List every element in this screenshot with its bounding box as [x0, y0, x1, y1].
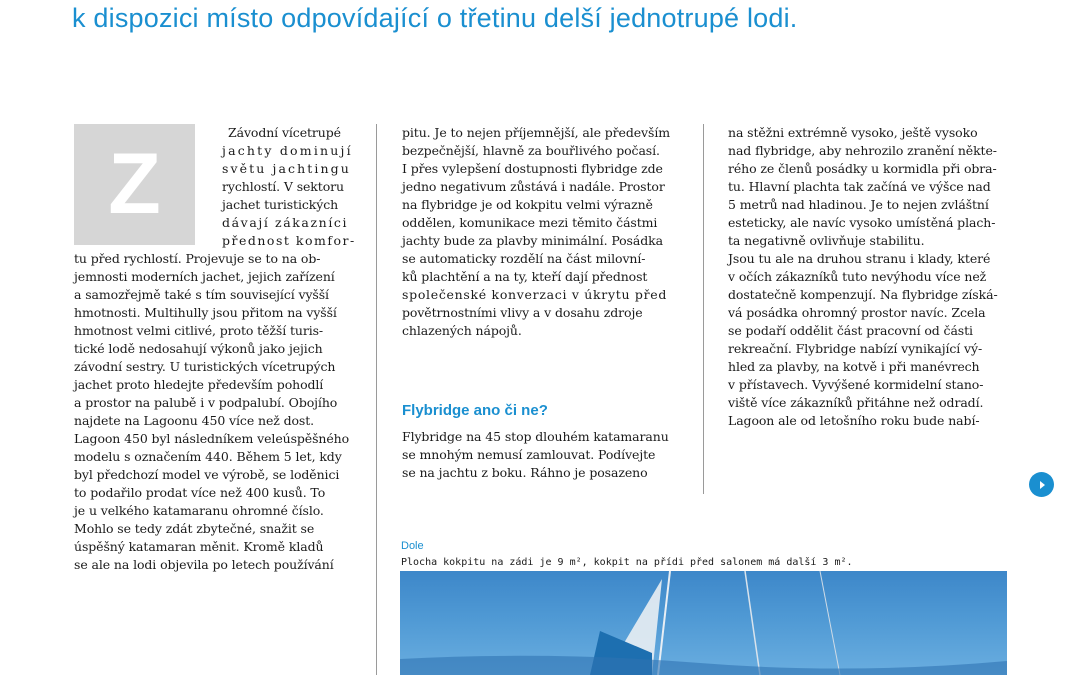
text-line: v očích zákazníků tuto nevýhodu více než: [728, 269, 987, 284]
text-line: povětrnostními vlivy a v dosahu zdroje: [402, 305, 643, 320]
text-line: se podaří oddělit část pracovní od části: [728, 323, 973, 338]
text-line: ků plachtění a na ty, kteří dají přednost: [402, 269, 648, 284]
text-line: závodní sestry. U turistických vícetrupých: [74, 359, 336, 374]
text-line: a samozřejmě také s tím související vyšší: [74, 287, 329, 302]
text-line: tu. Hlavní plachta tak začíná ve výšce nad: [728, 179, 991, 194]
column-rule-left: [376, 124, 377, 675]
text-line: bezpečnější, hlavně za bouřlivého počasí.: [402, 143, 660, 158]
caption-text: Plocha kokpitu na zádi je 9 m², kokpit na přídi před salonem má další 3 m².: [401, 557, 853, 568]
text-line: modelu s označením 440. Během 5 let, kdy: [74, 449, 342, 464]
text-line: v přístavech. Vyvýšené kormidelní stano-: [728, 377, 984, 392]
text-line: byl předchozí model ve výrobě, se loděnici: [74, 467, 340, 482]
text-line: 5 metrů nad hladinou. Je to nejen zvláštní: [728, 197, 989, 212]
text-line: tu před rychlostí. Projevuje se to na ob-: [74, 251, 321, 266]
drop-cap: Z: [74, 124, 195, 245]
text-line: společenské konverzaci v úkrytu před: [402, 287, 668, 302]
text-line: vá posádka ohromný prostor navíc. Zcela: [728, 305, 986, 320]
text-line: a prostor na palubě i v podpalubí. Obojího: [74, 395, 338, 410]
section-heading: Flybridge ano či ne?: [402, 402, 548, 419]
text-line: na stěžni extrémně vysoko, ještě vysoko: [728, 125, 978, 140]
text-line: se na jachtu z boku. Ráhno je posazeno: [402, 465, 648, 480]
text-line: se ale na lodi objevila po letech používání: [74, 557, 334, 572]
text-line: pitu. Je to nejen příjemnější, ale především: [402, 125, 670, 140]
caption-label: Dole: [401, 540, 424, 552]
next-page-button[interactable]: [1029, 472, 1054, 497]
text-line: dávají zákazníci: [222, 215, 349, 230]
text-line: najdete na Lagoonu 450 více než dost.: [74, 413, 315, 428]
text-line: rekreační. Flybridge nabízí vynikající vý-: [728, 341, 983, 356]
text-line: jedno negativum zůstává i nadále. Prostor: [402, 179, 665, 194]
sail-illustration: [400, 571, 1007, 675]
text-line: chlazených nápojů.: [402, 323, 522, 338]
text-line: Lagoon ale od letošního roku bude nabí-: [728, 413, 980, 428]
text-line: jachet proto hledejte především pohodlí: [74, 377, 324, 392]
text-line: je u velkého katamaranu ohromné číslo.: [74, 503, 324, 518]
text-line: hled za plavby, na kotvě i při manévrech: [728, 359, 980, 374]
catamaran-photo: [400, 571, 1007, 675]
text-line: esteticky, ale navíc vysoko umístěná plach-: [728, 215, 996, 230]
text-line: hmotnost velmi citlivé, proto těžší turis-: [74, 323, 324, 338]
column-rule-right: [703, 124, 704, 494]
text-line: Lagoon 450 byl následníkem veleúspěšného: [74, 431, 350, 446]
text-line: hmotnosti. Multihully jsou přitom na vyšší: [74, 305, 337, 320]
text-line: Flybridge na 45 stop dlouhém katamaranu: [402, 429, 669, 444]
text-line: ta negativně ovlivňuje stabilitu.: [728, 233, 925, 248]
text-line: světu jachtingu: [222, 161, 351, 176]
text-line: nad flybridge, aby nehrozilo zranění někte-: [728, 143, 997, 158]
text-line: Mohlo se tedy zdát zbytečné, snažit se: [74, 521, 315, 536]
text-line: přednost komfor-: [222, 233, 356, 248]
text-line: viště více zákazníků přitáhne než odradí.: [728, 395, 984, 410]
text-line: jachty dominují: [222, 143, 353, 158]
article-subtitle: k dispozici místo odpovídající o třetinu delší jednotrupé lodi.: [72, 3, 798, 33]
text-line: Závodní vícetrupé: [228, 125, 341, 140]
text-line: dostatečně kompenzují. Na flybridge získá-: [728, 287, 998, 302]
text-line: na flybridge je od kokpitu velmi výrazně: [402, 197, 653, 212]
text-line: oddělen, komunikace mezi těmito částmi: [402, 215, 658, 230]
text-line: Jsou tu ale na druhou stranu i klady, které: [728, 251, 991, 266]
chevron-right-icon: [1036, 479, 1048, 491]
text-line: jemnosti moderních jachet, jejich zařízení: [74, 269, 335, 284]
text-line: jachet turistických: [222, 197, 339, 212]
text-line: úspěšný katamaran měnit. Kromě kladů: [74, 539, 324, 554]
text-line: se automaticky rozdělí na část milovní-: [402, 251, 646, 266]
text-line: rychlostí. V sektoru: [222, 179, 344, 194]
text-line: to podařilo prodat více než 400 kusů. To: [74, 485, 326, 500]
text-line: se mnohým nemusí zamlouvat. Podívejte: [402, 447, 656, 462]
text-line: I přes vylepšení dostupnosti flybridge zde: [402, 161, 663, 176]
text-line: jachty bude za plavby minimální. Posádka: [402, 233, 663, 248]
text-line: rého ze členů posádky u kormidla při obra-: [728, 161, 997, 176]
text-line: tické lodě nedosahují výkonů jako jejich: [74, 341, 323, 356]
